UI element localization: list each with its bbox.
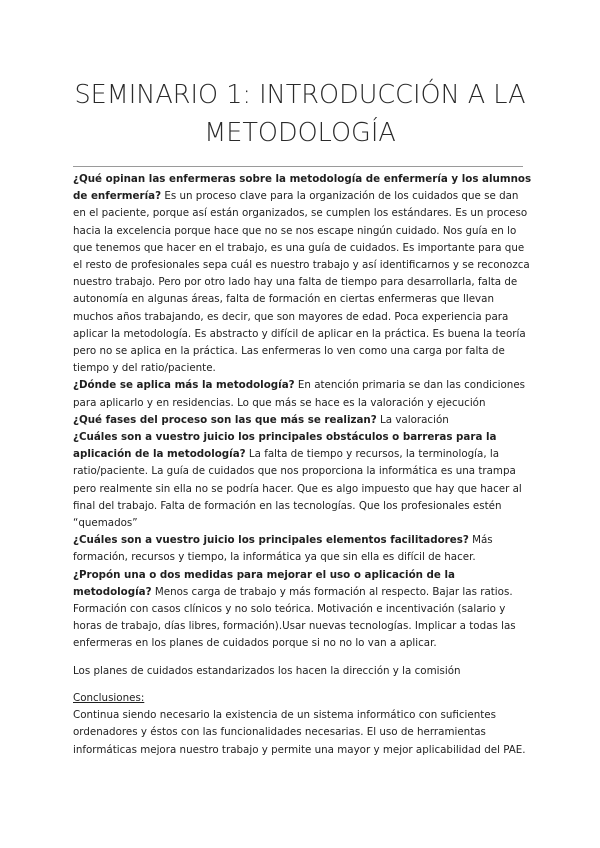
conclusions-text: Continua siendo necesario la existencia de un sistema informático con suficientes ordenadores y éstos con las funcionalidades necesarias. El uso de herramientas informáticas mejora nuestro trabajo y permite una mayor y mejor aplicabilidad del PAE. xyxy=(73,709,526,756)
question-5: ¿Cuáles son a vuestro juicio los principales elementos facilitadores? xyxy=(73,534,469,547)
qa-paragraph-2 xyxy=(73,377,533,411)
qa-paragraph-6 xyxy=(73,567,533,653)
answer-4: La falta de tiempo y recursos, la terminología, la ratio/paciente. La guía de cuidados que nos proporciona la informática es una trampa pero realmente sin ella no se podría hacer. Que es algo impuesto que hay que hacer al final del trabajo. Falta de formación en las tecnologías. Que los profesionales estén “quemados” xyxy=(73,448,522,530)
qa-paragraph-4 xyxy=(73,429,533,532)
qa-paragraph-3 xyxy=(73,412,533,429)
qa-paragraph-1 xyxy=(73,171,533,377)
document-body xyxy=(73,171,533,759)
answer-3: La valoración xyxy=(376,413,449,426)
question-6: ¿Propón una o dos medidas para mejorar el uso o aplicación de la metodología? xyxy=(73,568,455,598)
answer-5: Más formación, recursos y tiempo, la informática ya que sin ella es difícil de hacer. xyxy=(73,534,493,564)
question-3: ¿Qué fases del proceso son las que más se realizan? xyxy=(73,413,377,426)
title-divider xyxy=(73,166,523,167)
title-line-1: SEMINARIO 1: INTRODUCCIÓN A LA xyxy=(74,80,526,110)
answer-1: Es un proceso clave para la organización de los cuidados que se dan en el paciente, porque así están organizados, se cumplen los estándares. Es un proceso hacia la excelencia porque hace que no se nos escape ningún cuidado. Nos guía en lo que tenemos que hacer en el trabajo, es una guía de cuidados. Es importante para que el resto de profesionales sepa cuál es nuestro trabajo y así identificarnos y se reconozca nuestro trabajo. Pero por otro lado hay una falta de tiempo para desarrollarla, falta de autonomía en algunas áreas, falta de formación en ciertas enfermeras que llevan muchos años trabajando, es decir, que son mayores de edad. Poca experiencia para aplicar la metodología. Es abstracto y difícil de aplicar en la práctica. Es buena la teoría pero no se aplica en la práctica. Las enfermeras lo ven como una carga por falta de tiempo y del ratio/paciente. xyxy=(73,190,530,375)
qa-paragraph-5 xyxy=(73,532,533,566)
answer-2: En atención primaria se dan las condiciones para aplicarlo y en residencias. Lo que más se hace es la valoración y ejecución xyxy=(73,379,526,409)
answer-6: Menos carga de trabajo y más formación al respecto. Bajar las ratios. Formación con casos clínicos y no solo teórica. Motivación e incentivación (salario y horas de trabajo, días libres, formación).Usar nuevas tecnologías. Implicar a todas las enfermeras en los planes de cuidados porque si no no lo van a aplicar. xyxy=(73,585,516,650)
note-paragraph: Los planes de cuidados estandarizados los hacen la dirección y la comisión xyxy=(73,664,461,677)
spacer xyxy=(73,653,533,663)
question-4: ¿Cuáles son a vuestro juicio los principales obstáculos o barreras para la aplicación de la metodología? xyxy=(73,431,497,461)
conclusions-heading: Conclusiones: xyxy=(73,691,145,704)
spacer xyxy=(73,680,533,690)
page-title xyxy=(0,76,600,152)
question-2: ¿Dónde se aplica más la metodología? xyxy=(73,379,295,392)
title-line-2: METODOLOGÍA xyxy=(204,118,396,148)
question-1: ¿Qué opinan las enfermeras sobre la metodología de enfermería y los alumnos de enfermería? xyxy=(73,173,532,203)
